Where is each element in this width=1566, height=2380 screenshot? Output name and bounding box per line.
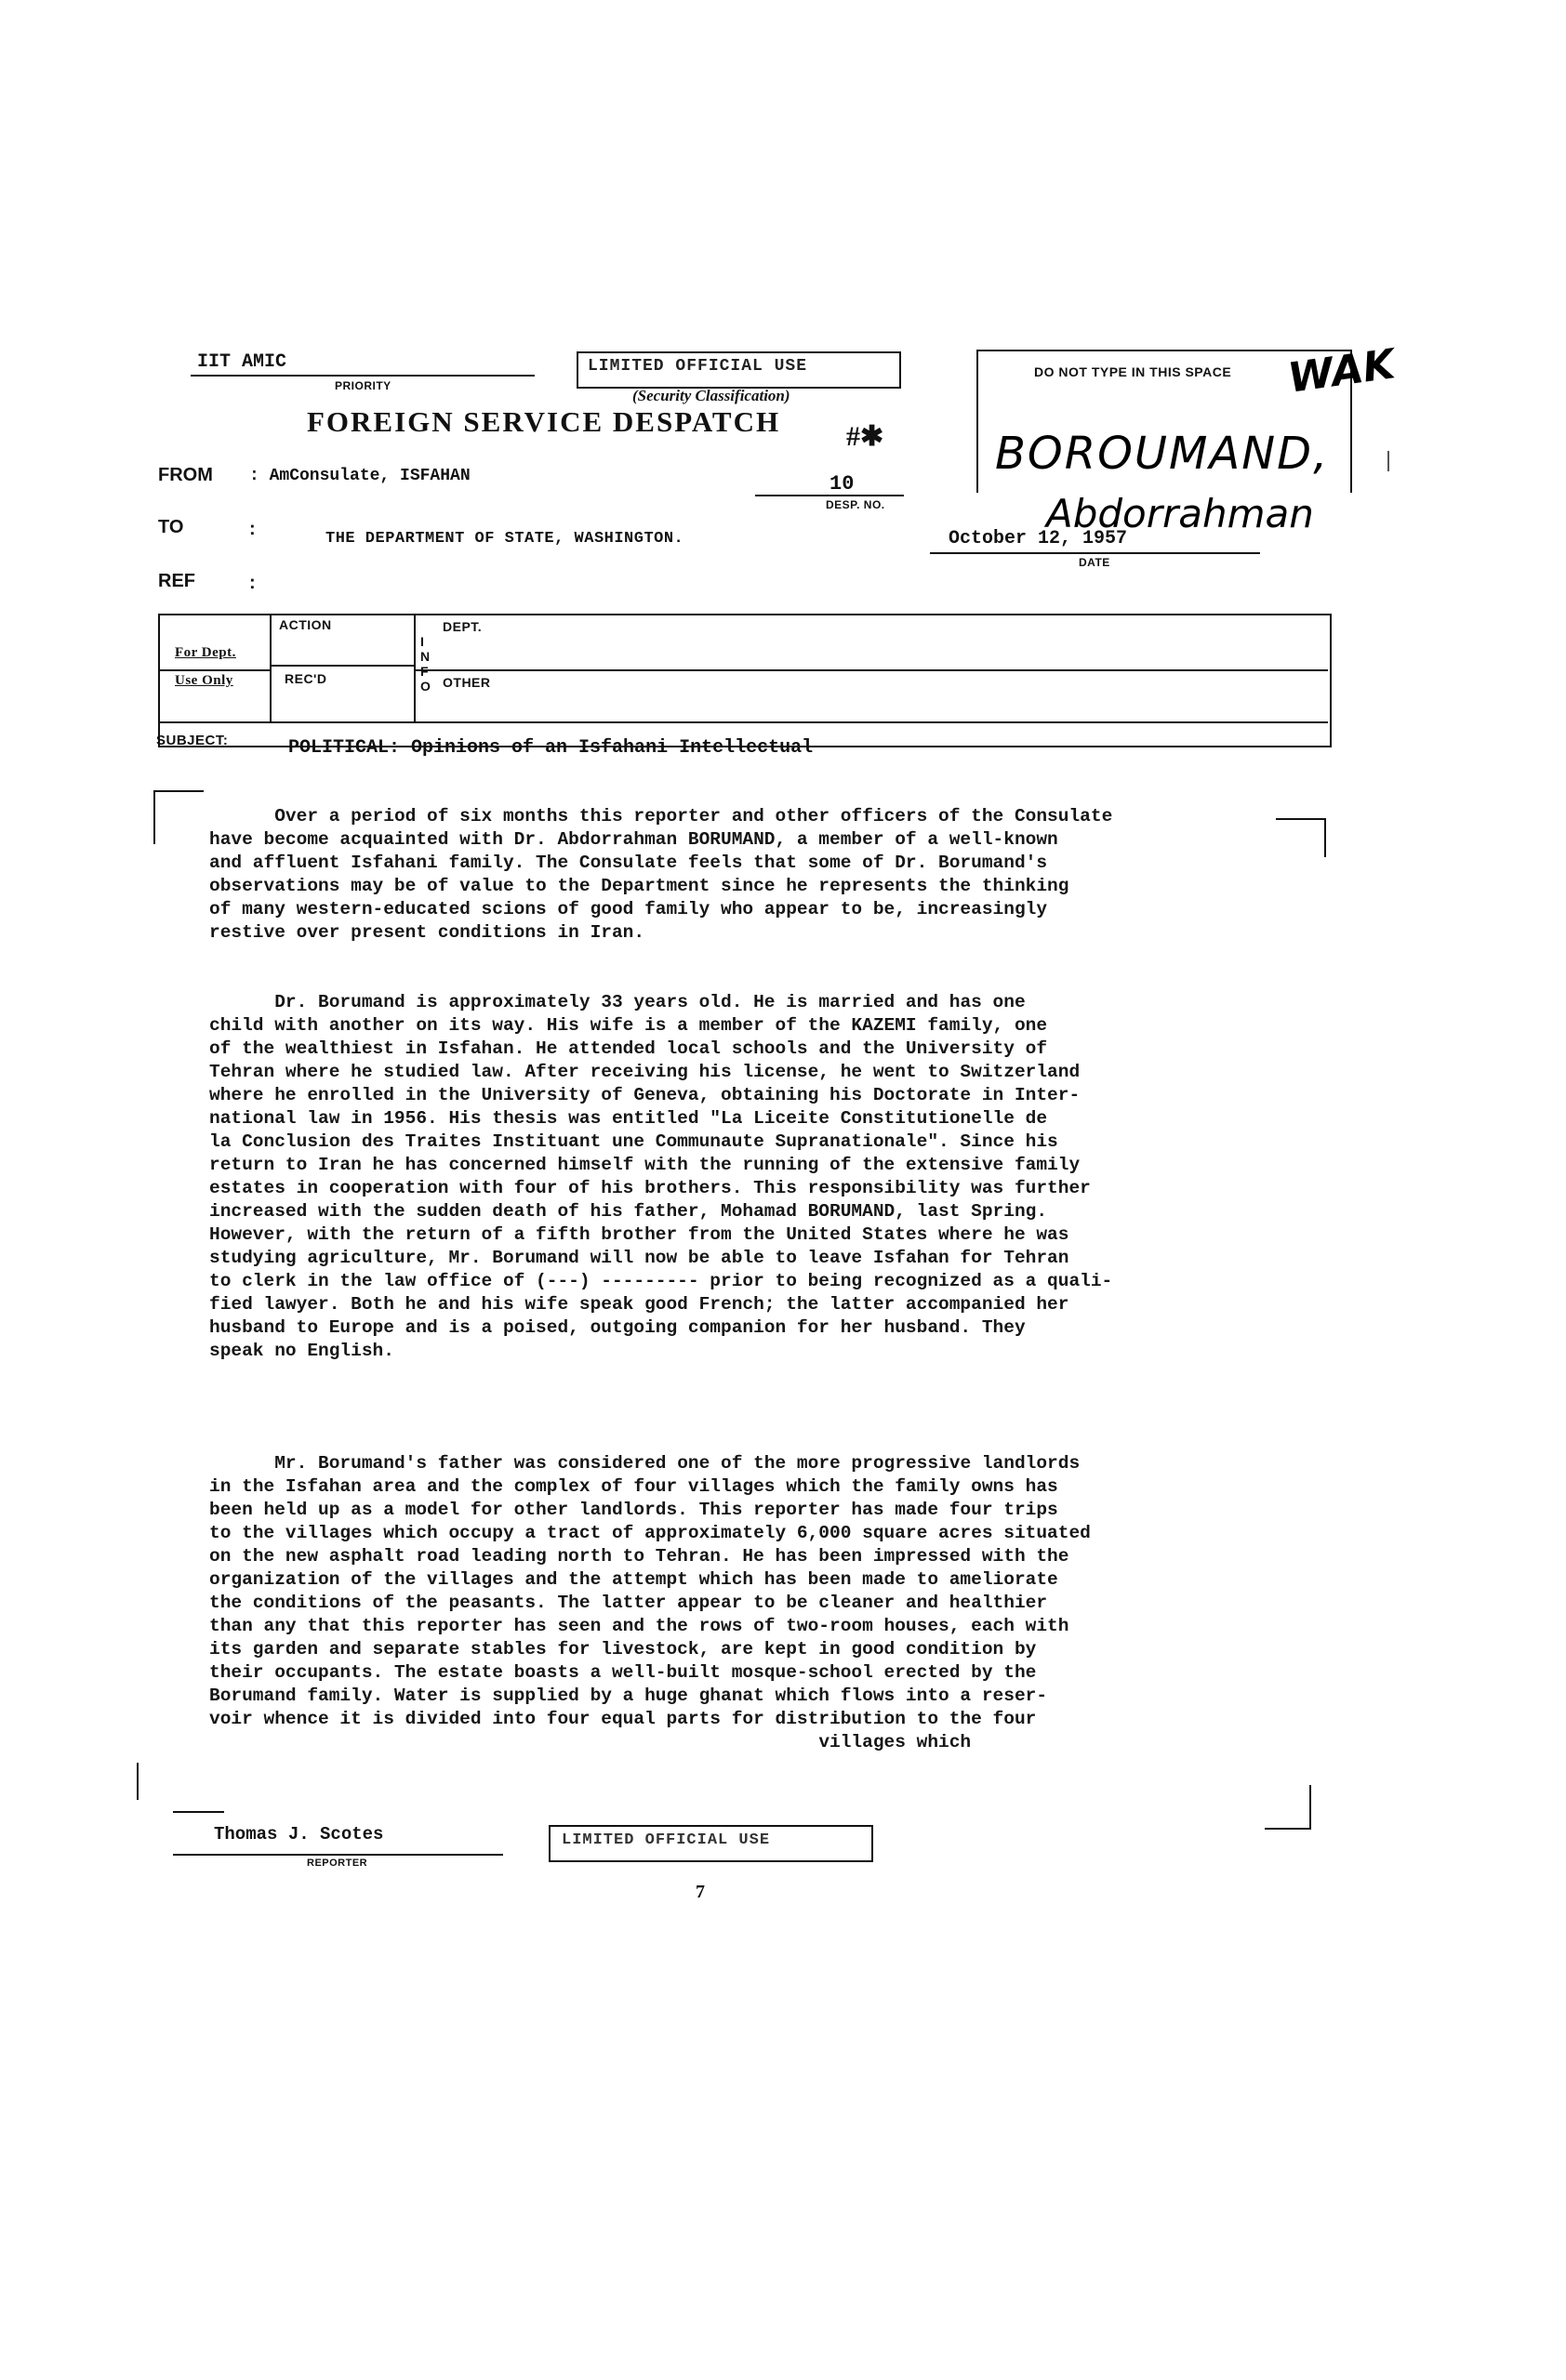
handwritten-surname: BOROUMAND, <box>995 428 1330 480</box>
dept-use-table <box>158 614 1332 747</box>
body-bracket-bottom <box>1309 1785 1311 1830</box>
action-label: ACTION <box>279 617 332 632</box>
desp-underline <box>755 495 904 496</box>
recd-label: REC'D <box>285 671 327 686</box>
date-underline <box>930 552 1260 554</box>
page-title: FOREIGN SERVICE DESPATCH <box>307 405 781 438</box>
date-label: DATE <box>1079 556 1110 569</box>
ref-label: REF <box>158 571 195 591</box>
margin-tick <box>1387 451 1389 471</box>
desp-number: 10 <box>829 472 855 496</box>
desp-label: DESP. NO. <box>826 498 885 511</box>
handwritten-given-name: Abdorrahman <box>1046 491 1314 536</box>
priority-underline <box>191 375 535 377</box>
info-label: I N F O <box>420 634 431 694</box>
reporter-name: Thomas J. Scotes <box>214 1824 384 1844</box>
despatch-date: October 12, 1957 <box>949 528 1128 549</box>
do-not-type-label: DO NOT TYPE IN THIS SPACE <box>1034 364 1232 379</box>
handwritten-initials: WAK <box>1285 340 1399 403</box>
paragraph-villages: Mr. Borumand's father was considered one of the more progressive landlords in the Isfahan area and the complex of four villages which the family owns has been held up as a model for other landlords. This reporter has made four trips to the villages which occupy a tract of approximately 6,000 square acres situated on the new asphalt road leading north to Tehran. He has been impressed with the organization of the villages and the attempt which has been made to ameliorate the conditions of the peasants. The latter appear to be cleaner and healthier than any that this reporter has seen and the rows of two-room houses, each with its garden and separate stables for livestock, are kept in good condition by their occupants. The estate boasts a well-built mosque-school erected by the Borumand family. Water is supplied by a huge ghanat which flows into a reser- voir whence it is divided into four equal parts for distribution to the four villages which <box>209 1453 1091 1752</box>
to-value: THE DEPARTMENT OF STATE, WASHINGTON. <box>325 530 684 548</box>
classification-label: (Security Classification) <box>632 387 790 404</box>
from-value: : AmConsulate, ISFAHAN <box>249 467 471 485</box>
for-dept-label: For Dept. <box>175 645 236 660</box>
dept-label: DEPT. <box>443 619 483 634</box>
body-bracket-top <box>153 790 204 844</box>
paragraph-biography: Dr. Borumand is approximately 33 years old. He is married and has one child with another on its way. His wife is a member of the KAZEMI family, one of the wealthiest in Isfahan. He attended local schools and the University of Tehran where he studied law. After receiving his license, he went to Switzerland where he enrolled in the University of Geneva, obtaining his Doctorate in Inter- national law in 1956. His thesis was entitled "La Liceite Constitutionelle de la Conclusion des Traites Instituant une Communaute Supranationale". Since his return to Iran he has concerned himself with the running of the extensive family estates in cooperation with four of his brothers. This responsibility was further increased with the sudden death of his father, Mohamad BORUMAND, last Spring. However, with the return of a fifth brother from the United States where he was studying agriculture, Mr. Borumand will now be able to leave Isfahan for Tehran to clerk in the law office of (---) --------- prior to being recognized as a quali- fied lawyer. Both he and his wife speak good French; the latter accompanied her husband to Europe and is a poised, outgoing companion for her husband. They speak no English. <box>209 992 1113 1361</box>
other-label: OTHER <box>443 675 491 690</box>
footer-classification: LIMITED OFFICIAL USE <box>562 1831 771 1849</box>
priority-label: PRIORITY <box>335 379 392 392</box>
to-label: TO <box>158 517 184 537</box>
subject-label: SUBJECT: <box>156 733 229 748</box>
paragraph-intro: Over a period of six months this reporter and other officers of the Consulate have become acquainted with Dr. Abdorrahman BORUMAND, a member of a well-known and affluent Isfahani family. The Consulate feels that some of Dr. Borumand's observations may be of value to the Department since he represents the thinking of many western-educated scions of good family who appear to be, increasingly restive over present conditions in Iran. <box>209 806 1113 943</box>
page-number: 7 <box>696 1882 705 1902</box>
reporter-underline <box>173 1854 503 1856</box>
from-label: FROM <box>158 465 213 485</box>
body-bracket-left <box>137 1763 139 1800</box>
priority-value: IIT AMIC <box>197 351 287 373</box>
subject-value: POLITICAL: Opinions of an Isfahani Intellectual <box>288 737 814 759</box>
use-only-label: Use Only <box>175 673 233 688</box>
despatch-handmark-icon: #✱ <box>846 421 884 452</box>
reporter-label: REPORTER <box>307 1858 368 1869</box>
classification-value: LIMITED OFFICIAL USE <box>588 357 808 376</box>
